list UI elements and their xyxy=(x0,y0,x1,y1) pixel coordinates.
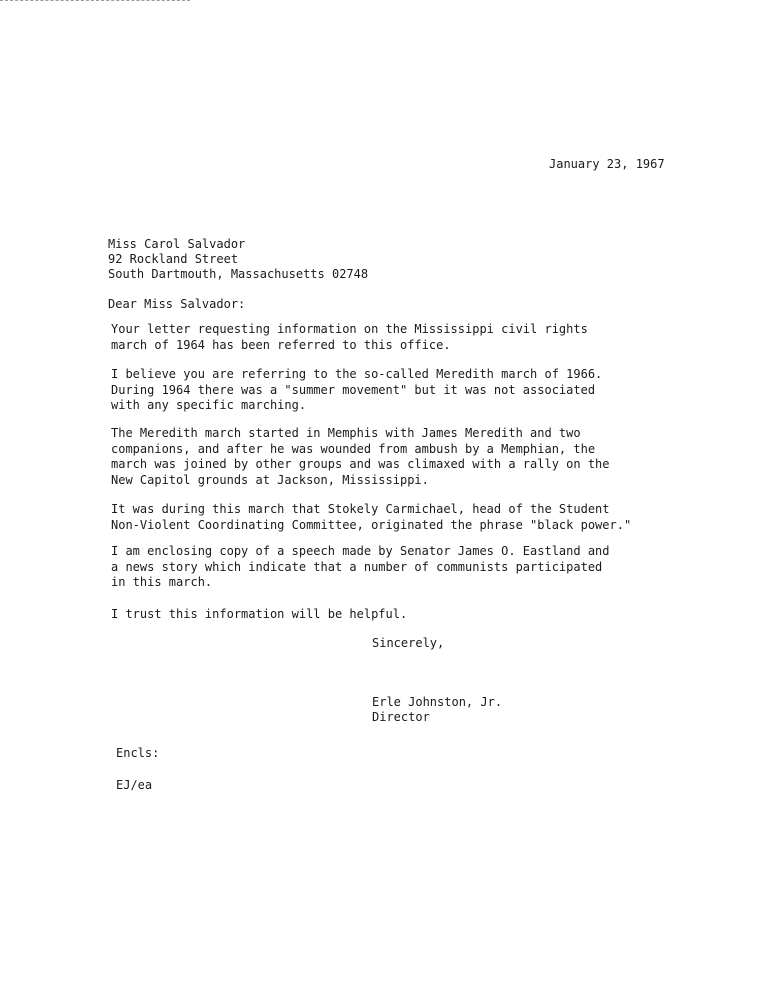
reference-initials: EJ/ea xyxy=(116,778,153,792)
top-edge-dash xyxy=(0,0,190,2)
paragraph-line: march of 1964 has been referred to this office. xyxy=(111,337,451,352)
recipient-city: South Dartmouth, Massachusetts 02748 xyxy=(108,267,369,281)
recipient-name: Miss Carol Salvador xyxy=(108,237,246,251)
paragraph-line: I am enclosing copy of a speech made by Senator James O. Eastland and xyxy=(111,544,610,558)
signer-title: Director xyxy=(372,710,430,724)
closing: Sincerely, xyxy=(372,636,445,650)
paragraph-line: Your letter requesting information on the Mississippi civil rights xyxy=(111,322,588,336)
signer-name: Erle Johnston, Jr. xyxy=(372,695,503,709)
paragraph-6 xyxy=(111,607,671,623)
paragraph-line: It was during this march that Stokely Carmichael, head of the Student xyxy=(111,502,610,516)
paragraph-line: During 1964 there was a "summer movement" but it was not associated xyxy=(111,382,596,397)
letter-date: January 23, 1967 xyxy=(549,157,665,171)
paragraph-1 xyxy=(111,322,671,353)
paragraph-line: The Meredith march started in Memphis with James Meredith and two xyxy=(111,426,581,440)
paragraph-4 xyxy=(111,502,671,533)
recipient-street: 92 Rockland Street xyxy=(108,252,239,266)
paragraph-3 xyxy=(111,426,671,488)
paragraph-line: with any specific marching. xyxy=(111,398,307,412)
paragraph-line: a news story which indicate that a number of communists participated xyxy=(111,559,603,574)
paragraph-line: I trust this information will be helpful. xyxy=(111,607,408,621)
paragraph-5 xyxy=(111,544,671,591)
paragraph-line: in this march. xyxy=(111,575,213,589)
paragraph-line: march was joined by other groups and was climaxed with a rally on the xyxy=(111,457,610,471)
paragraph-line: Non-Violent Coordinating Committee, originated the phrase "black power." xyxy=(111,517,632,532)
paragraph-line: companions, and after he was wounded from ambush by a Memphian, the xyxy=(111,441,596,456)
paragraph-2 xyxy=(111,367,671,414)
enclosures-note: Encls: xyxy=(116,746,160,760)
salutation: Dear Miss Salvador: xyxy=(108,297,246,311)
paragraph-line: New Capitol grounds at Jackson, Mississippi. xyxy=(111,472,429,487)
paragraph-line: I believe you are referring to the so-called Meredith march of 1966. xyxy=(111,367,603,381)
